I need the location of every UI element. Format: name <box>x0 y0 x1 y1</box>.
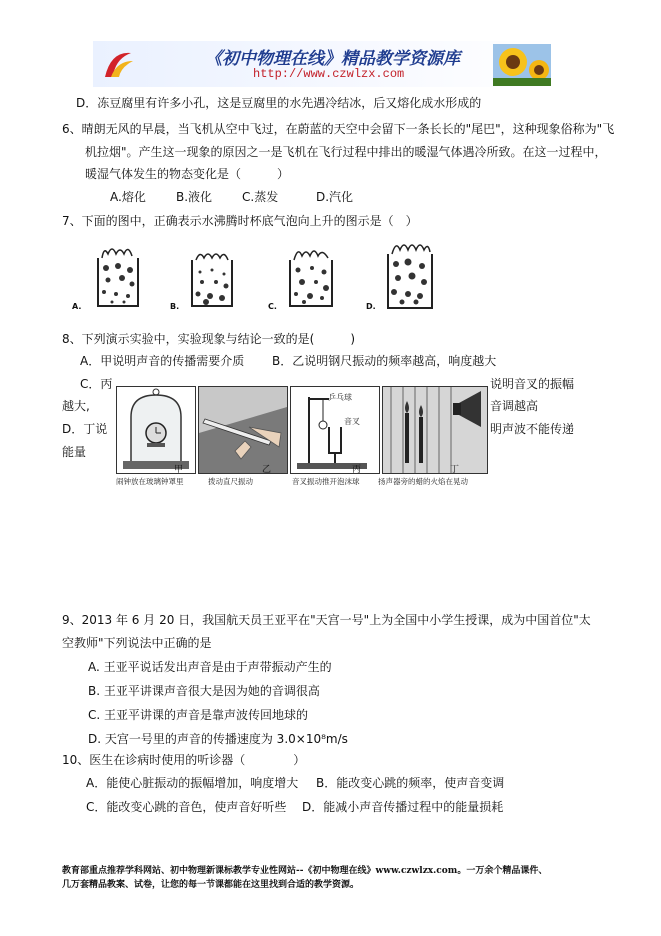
label-ding: 丁 <box>450 465 460 475</box>
q8-option-b: B．乙说明钢尺振动的频率越高，响度越大 <box>272 354 497 368</box>
q6-option-c: C.蒸发 <box>242 190 279 204</box>
q9-option-a: A. 王亚平说话发出声音是由于声带振动产生的 <box>88 660 332 674</box>
ruler-vibration-icon <box>199 387 287 473</box>
annotation-tuning-fork: 音叉 <box>344 417 360 426</box>
q9-option-d: D. 天宫一号里的声音的传播速度为 3.0×10⁸m/s <box>88 732 348 746</box>
q8-option-c-right2: 音调越高 <box>490 399 539 413</box>
red-yellow-curve-logo-icon <box>101 47 135 81</box>
q8-option-c-right: 说明音叉的振幅 <box>490 377 575 391</box>
banner-url: http://www.czwlzx.com <box>253 67 405 81</box>
annotation-pingpong: 乒乓球 <box>328 393 352 402</box>
q9-option-b: B. 王亚平讲课声音很大是因为她的音调很高 <box>88 684 320 698</box>
q8-stem: 8、下列演示实验中，实验现象与结论一致的是( ) <box>62 332 356 346</box>
label-jia: 甲 <box>174 465 184 475</box>
photo-ding <box>382 386 488 474</box>
q10-option-d: D．能减小声音传播过程中的能量损耗 <box>302 800 504 814</box>
sunflower-icon <box>493 44 551 86</box>
beaker-c-label: C. <box>268 302 277 311</box>
q6-option-b: B.液化 <box>176 190 213 204</box>
q8-option-d-left: D．丁说 <box>62 422 108 436</box>
q8-option-d-left2: 能量 <box>62 445 87 459</box>
q5-option-d: D．冻豆腐里有许多小孔，这是豆腐里的水先遇冷结冰，后又熔化成水形成的 <box>76 96 482 110</box>
beaker-d-label: D. <box>366 302 376 311</box>
q7-beaker-figures <box>70 240 450 316</box>
caption-jia: 闹钟放在玻璃钟罩里 <box>116 477 184 486</box>
photo-yi <box>198 386 288 474</box>
q10-option-c: C．能改变心跳的音色，使声音好听些 <box>86 800 287 814</box>
q8-option-c-left2: 越大, <box>62 399 90 413</box>
q6-stem-line2: 机拉烟"。产生这一现象的原因之一是飞机在飞行过程中排出的暖湿气体遇冷所致。在这一过程中， <box>85 145 607 159</box>
q8-option-c-left: C．丙 <box>80 377 113 391</box>
q8-option-d-right: 明声波不能传递 <box>490 422 575 436</box>
site-banner <box>93 41 554 87</box>
q9-option-c: C. 王亚平讲课的声音是靠声波传回地球的 <box>88 708 309 722</box>
banner-title: 《初中物理在线》精品教学资源库 <box>205 49 460 69</box>
speaker-candle-icon <box>383 387 487 473</box>
q7-stem: 7、下面的图中，正确表示水沸腾时杯底气泡向上升的图示是（ ） <box>62 214 418 228</box>
q10-stem: 10、医生在诊病时使用的听诊器（ ） <box>62 753 306 767</box>
q9-stem-line1: 9、2013 年 6 月 20 日，我国航天员王亚平在"天宫一号"上为全国中小学生授课，成为中国首位"太 <box>62 613 591 627</box>
q6-stem-line1: 6、晴朗无风的早晨，当飞机从空中飞过，在蔚蓝的天空中会留下一条长长的"尾巴"，这种现象俗称为"飞 <box>62 122 615 136</box>
q6-stem-line3: 暖湿气体发生的物态变化是（ ） <box>85 167 290 181</box>
q8-experiment-figure <box>116 386 488 486</box>
q6-option-d: D.汽化 <box>316 190 354 204</box>
beaker-a-label: A. <box>72 302 82 311</box>
beaker-a-icon <box>92 244 144 310</box>
photo-jia <box>116 386 196 474</box>
beaker-b-label: B. <box>170 302 180 311</box>
footer-line2: 几万套精品教案、试卷，让您的每一节课都能在这里找到合适的教学资源。 <box>62 880 360 890</box>
page-footer <box>62 864 607 892</box>
bell-jar-clock-icon <box>117 387 195 473</box>
beaker-d-icon <box>382 240 438 312</box>
q9-stem-line2: 空教师"下列说法中正确的是 <box>62 636 212 650</box>
q8-option-a: A．甲说明声音的传播需要介质 <box>80 354 245 368</box>
label-bing: 丙 <box>352 465 362 475</box>
q10-option-a: A．能使心脏振动的振幅增加，响度增大 <box>86 776 299 790</box>
q10-option-b: B．能改变心跳的频率，使声音变调 <box>316 776 505 790</box>
caption-ding: 扬声器旁的蜡的火焰在晃动 <box>378 477 468 486</box>
footer-line1: 教育部重点推荐学科网站、初中物理新课标教学专业性网站--《初中物理在线》www.czwlzx.com。一万余个精品课件、 <box>62 866 548 876</box>
label-yi: 乙 <box>262 465 272 475</box>
caption-yi: 拨动直尺振动 <box>208 477 253 486</box>
beaker-c-icon <box>284 246 338 310</box>
q6-option-a: A.熔化 <box>110 190 146 204</box>
beaker-b-icon <box>186 250 238 310</box>
caption-bing: 音叉振动推开泡沫球 <box>292 477 360 486</box>
